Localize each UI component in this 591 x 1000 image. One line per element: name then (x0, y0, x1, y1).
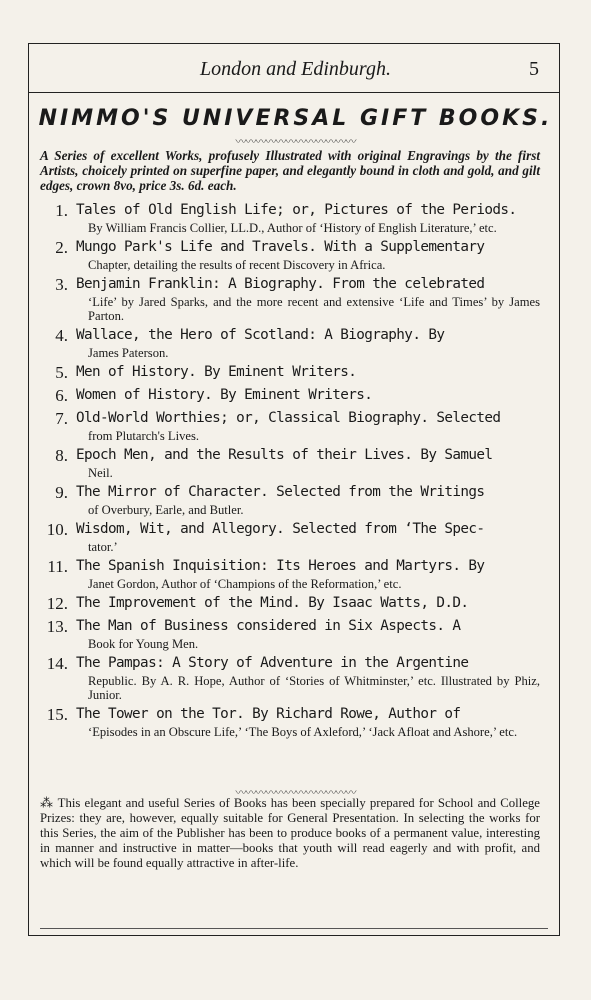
entry-body (76, 519, 540, 554)
entry-number: 4. (55, 326, 68, 345)
entry-number: 1. (55, 201, 68, 220)
entry-description: Janet Gordon, Author of ‘Champions of the Reformation,’ etc. (88, 577, 402, 591)
entry-description: James Paterson. (88, 346, 169, 360)
entry-number: 5. (55, 363, 68, 382)
series-notice: ⁂ This elegant and useful Series of Books has been specially prepared for School and College Prizes: they are, however, equally suitable for General Presentation. In selecting the works for this Series, the aim of the Publisher has been to produce books of a permanent value, interesting in manner and instructive in matter—books that youth will read eagerly and with profit, and which will be found equally attractive in after-life. (40, 796, 540, 870)
entry-title: Wisdom, Wit, and Allegory. Selected from ‘The Spec- (76, 521, 485, 537)
entry-title: The Improvement of the Mind. By Isaac Watts, D.D. (76, 595, 469, 611)
entry-description: ‘Life’ by Jared Sparks, and the more recent and extensive ‘Life and Times’ by James Parton. (88, 295, 540, 323)
entry-description: Chapter, detailing the results of recent Discovery in Africa. (88, 258, 386, 272)
entry-body (76, 325, 540, 360)
book-entry (40, 704, 540, 739)
title-ornament: 〰〰〰〰〰〰〰〰〰〰〰〰 (235, 135, 356, 148)
entry-title: Wallace, the Hero of Scotland: A Biography. By (76, 327, 445, 343)
book-entry (40, 482, 540, 517)
entry-body (76, 593, 540, 614)
entry-body (76, 237, 540, 272)
entry-body (76, 362, 540, 383)
entry-title: The Mirror of Character. Selected from the Writings (76, 484, 485, 500)
entry-description: from Plutarch's Lives. (88, 429, 200, 443)
entry-body (76, 482, 540, 517)
entry-body (76, 556, 540, 591)
entry-number: 10. (46, 520, 68, 539)
entry-description: By William Francis Collier, LL.D., Author of ‘History of English Literature,’ etc. (88, 221, 497, 235)
book-entry (40, 200, 540, 235)
entry-title: Women of History. By Eminent Writers. (76, 387, 373, 403)
book-entry (40, 519, 540, 554)
book-entry (40, 593, 540, 614)
entry-title: The Spanish Inquisition: Its Heroes and Martyrs. By (76, 558, 485, 574)
series-description: A Series of excellent Works, profusely Illustrated with original Engravings by the first Artists, choicely printed on superfine paper, and elegantly bound in cloth and gold, and gilt edges, crown 8vo, price 3s. 6d. each. (40, 148, 540, 193)
entry-body (76, 200, 540, 235)
entry-number: 3. (55, 275, 68, 294)
entry-description: of Overbury, Earle, and Butler. (88, 503, 244, 517)
entry-title: Tales of Old English Life; or, Pictures of the Periods. (76, 202, 517, 218)
entry-body (76, 653, 540, 702)
entry-title: Old-World Worthies; or, Classical Biography. Selected (76, 410, 501, 426)
book-entry (40, 325, 540, 360)
entry-number: 7. (55, 409, 68, 428)
entry-title: Mungo Park's Life and Travels. With a Supplementary (76, 239, 485, 255)
book-entry (40, 408, 540, 443)
entry-body (76, 704, 540, 739)
book-entry (40, 445, 540, 480)
book-entry (40, 237, 540, 272)
series-title: NIMMO'S UNIVERSAL GIFT BOOKS. (38, 106, 553, 131)
entry-title: The Man of Business considered in Six Aspects. A (76, 618, 461, 634)
entry-number: 9. (55, 483, 68, 502)
header-rule (28, 92, 560, 93)
entry-title: The Tower on the Tor. By Richard Rowe, Author of (76, 706, 461, 722)
bottom-rule (40, 928, 548, 929)
entry-title: Epoch Men, and the Results of their Lives. By Samuel (76, 447, 493, 463)
book-entry (40, 653, 540, 702)
entry-body (76, 408, 540, 443)
list-ornament: 〰〰〰〰〰〰〰〰〰〰〰〰 (235, 786, 356, 799)
entry-description: Neil. (88, 466, 113, 480)
entry-body (76, 445, 540, 480)
entry-description: tator.’ (88, 540, 118, 554)
book-entry (40, 385, 540, 406)
book-entry (40, 362, 540, 383)
entry-number: 14. (46, 654, 68, 673)
entry-description: Book for Young Men. (88, 637, 199, 651)
entry-title: Benjamin Franklin: A Biography. From the celebrated (76, 276, 485, 292)
running-head: London and Edinburgh. (200, 58, 391, 80)
entry-number: 11. (47, 557, 68, 576)
entry-number: 12. (46, 594, 68, 613)
book-entry (40, 556, 540, 591)
entry-number: 13. (46, 617, 68, 636)
book-entry (40, 616, 540, 651)
entry-number: 8. (55, 446, 68, 465)
entry-number: 2. (55, 238, 68, 257)
book-entry (40, 274, 540, 323)
entry-number: 6. (55, 386, 68, 405)
entry-number: 15. (46, 705, 68, 724)
entry-body (76, 616, 540, 651)
entry-description: Republic. By A. R. Hope, Author of ‘Stories of Whitminster,’ etc. Illustrated by Phiz, Junior. (88, 674, 540, 702)
page-number: 5 (529, 58, 539, 80)
entry-body (76, 274, 540, 323)
book-list (40, 200, 540, 741)
entry-description: ‘Episodes in an Obscure Life,’ ‘The Boys of Axleford,’ ‘Jack Afloat and Ashore,’ etc. (88, 725, 518, 739)
entry-body (76, 385, 540, 406)
entry-title: The Pampas: A Story of Adventure in the Argentine (76, 655, 469, 671)
entry-title: Men of History. By Eminent Writers. (76, 364, 357, 380)
